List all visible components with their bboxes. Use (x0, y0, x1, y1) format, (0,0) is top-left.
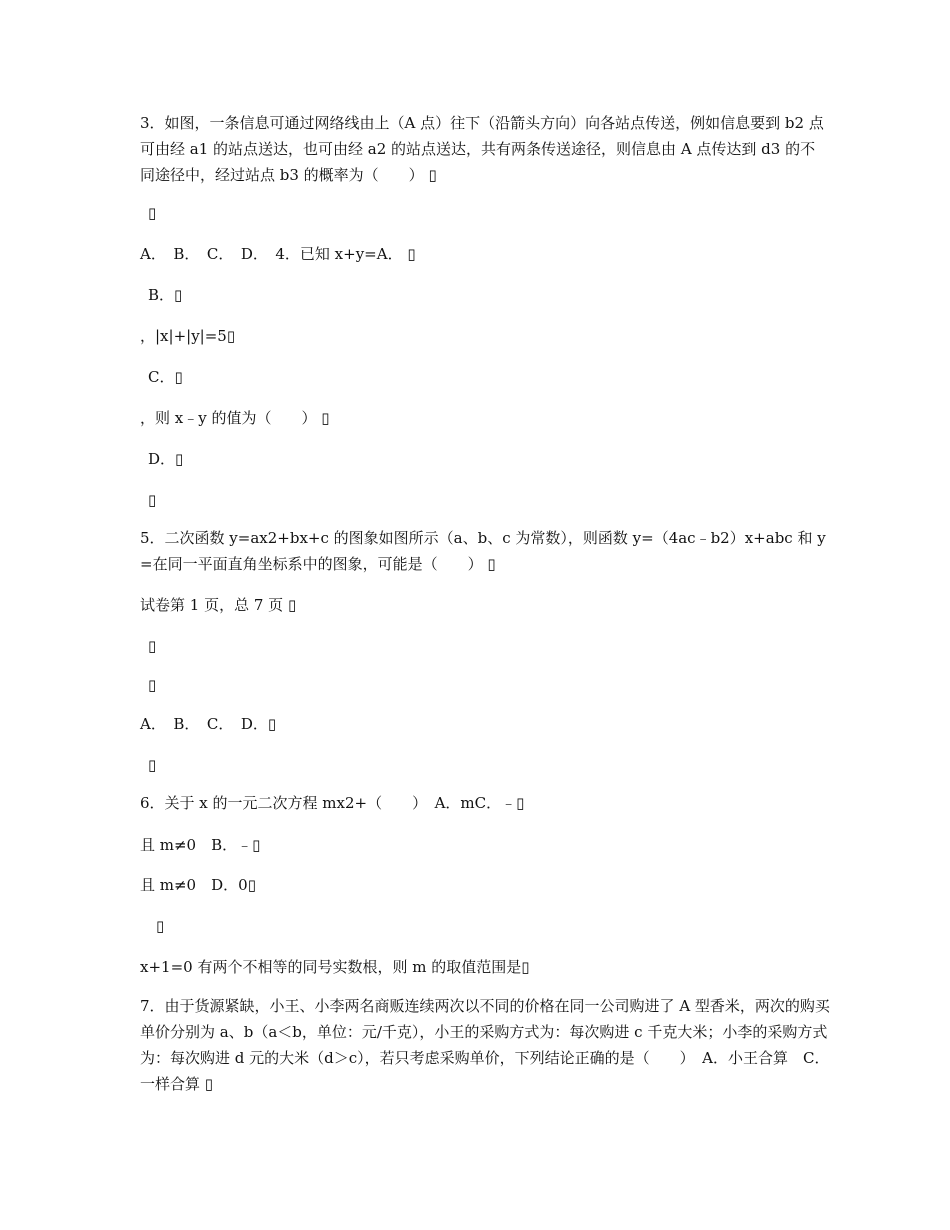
question-7: 7．由于货源紧缺，小王、小李两名商贩连续两次以不同的价格在同一公司购进了 A 型香米，两次的购买单价分别为 a、b（a＜b，单位：元/千克），小王的采购方式为：每次购进 c 千克大米；小李的采购方式为：每次购进 d 元的大米（d＞c），若只考虑采购单价，下列结论正确的是（ ） A．小王合算 C．一样合算 ▯ (140, 997, 830, 1093)
question-4-condition: ，|x|+|y|=5▯ (140, 327, 236, 345)
blank-line: ▯ (148, 756, 157, 774)
blank-line: ▯ (148, 491, 157, 509)
option-d: D．▯ (148, 450, 184, 468)
question-6-option-line-2: 且 m≠0 D．0▯ (140, 876, 256, 894)
question-3-options-question-4: A． B． C． D． 4．已知 x+y=A． ▯ (140, 245, 416, 263)
question-6-condition: x+1=0 有两个不相等的同号实数根，则 m 的取值范围是▯ (140, 958, 530, 976)
blank-line: ▯ (148, 204, 157, 222)
blank-line: ▯ (148, 676, 157, 694)
blank-line: ▯ (156, 917, 165, 935)
question-3: 3．如图，一条信息可通过网络线由上（A 点）往下（沿箭头方向）向各站点传送，例如信息要到 b2 点可由经 a1 的站点送达，也可由经 a2 的站点送达，共有两条传送途径，则信息由 A 点传达到 d3 的不同途径中，经过站点 b3 的概率为（ ） ▯ (140, 114, 824, 184)
question-6: 6．关于 x 的一元二次方程 mx2+（ ） A．mC．﹣▯ (140, 794, 525, 812)
option-b: B．▯ (148, 286, 183, 304)
question-5-options: A． B． C． D．▯ (140, 715, 277, 733)
blank-line: ▯ (148, 637, 157, 655)
option-c: C．▯ (148, 368, 183, 386)
page-footer: 试卷第 1 页，总 7 页 ▯ (140, 596, 297, 614)
question-5: 5．二次函数 y=ax2+bx+c 的图象如图所示（a、b、c 为常数），则函数 y=（4ac﹣b2）x+abc 和 y=在同一平面直角坐标系中的图象，可能是（ ） ▯ (140, 529, 826, 573)
question-6-option-line-1: 且 m≠0 B．﹣▯ (140, 836, 261, 854)
question-4-ask: ，则 x﹣y 的值为（ ） ▯ (140, 409, 330, 427)
